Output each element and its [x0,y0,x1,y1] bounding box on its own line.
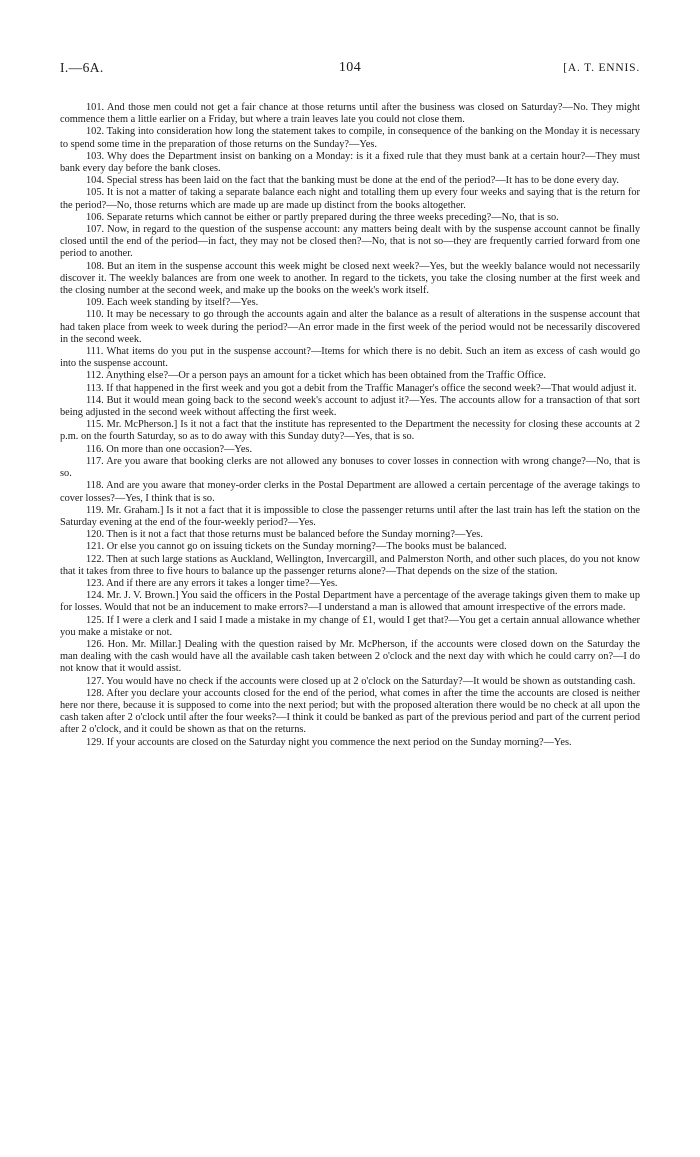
testimony-paragraph: 123. And if there are any errors it takes a longer time?—Yes. [86,577,338,589]
witness-name: [A. T. ENNIS. [563,62,640,74]
testimony-paragraph: 117. Are you aware that booking clerks are not allowed any bonuses to cover losses in connection with wrong change?—No, that is so. [60,455,640,480]
testimony-paragraph: 103. Why does the Department insist on banking on a Monday: is it a fixed rule that they must bank at a certain hour?—They must bank every day before the bank closes. [60,150,640,175]
testimony-paragraph: 108. But an item in the suspense account this week might be closed next week?—Yes, but the weekly balance would not necessarily discover it. The weekly balances are from one week to another. In regard to the tickets, you take the closing number at the first week and the closing number at the second week, and make up the books on the week's work itself. [60,260,640,297]
testimony-paragraph: 114. But it would mean going back to the second week's account to adjust it?—Yes. The accounts allow for a transaction of that sort being adjusted in the second week without affecting the first week. [60,394,640,419]
page-header [60,62,640,80]
testimony-paragraph: 106. Separate returns which cannot be either or partly prepared during the three weeks preceding?—No, that is so. [86,211,559,223]
testimony-body [60,102,640,749]
testimony-paragraph: 104. Special stress has been laid on the fact that the banking must be done at the end of the period?—It has to be done every day. [86,175,620,187]
testimony-paragraph: 122. Then at such large stations as Auckland, Wellington, Invercargill, and Palmerston North, and other such places, do you not know that it takes from three to five hours to balance up the passenger returns alone?—That depends on the size of the station. [60,553,640,577]
testimony-paragraph: 107. Now, in regard to the question of the suspense account: any matters being dealt with by the suspense account cannot be finally closed until the end of the period—in fact, they may not be closed then?—No, that is not so—they are frequently carried forward from one period to another. [60,224,640,260]
testimony-paragraph: 127. You would have no check if the accounts were closed up at 2 o'clock on the Saturday?—It would be shown as outstanding cash. [86,675,636,687]
testimony-paragraph: 101. And those men could not get a fair chance at those returns until after the business was closed on Saturday?—No. They might commence them a little earlier on a Friday, but where a train leaves late you could not close them. [60,102,640,126]
testimony-paragraph: 105. It is not a matter of taking a separate balance each night and totalling them up every four weeks and saying that is the return for the period?—No, those returns which are made up are made up distinct from the books altogether. [60,187,640,211]
testimony-paragraph: 120. Then is it not a fact that those returns must be balanced before the Sunday morning?—Yes. [86,529,483,541]
testimony-paragraph: 112. Anything else?—Or a person pays an amount for a ticket which has been obtained from the Traffic Office. [86,370,546,382]
testimony-paragraph: 129. If your accounts are closed on the Saturday night you commence the next period on the Sunday morning?—Yes. [86,736,572,748]
document-page [60,62,640,749]
testimony-paragraph: 109. Each week standing by itself?—Yes. [86,297,259,309]
testimony-paragraph: 111. What items do you put in the suspense account?—Items for which there is no debit. Such an item as excess of cash would go into the suspense account. [60,346,640,370]
testimony-paragraph: 115. Mr. McPherson.] Is it not a fact that the institute has represented to the Department the necessity for closing these accounts at 2 p.m. on the fourth Saturday, so as to do away with this Sunday duty?—Yes, that is so. [60,419,640,443]
testimony-paragraph: 110. It may be necessary to go through the accounts again and alter the balance as a result of alterations in the suspense account that had taken place from week to week during the period?—An error made in the first week of the period would not be necessarily discovered in the second week. [60,309,640,345]
testimony-paragraph: 125. If I were a clerk and I said I made a mistake in my change of £1, would I get that?—You get a certain annual allowance whether you make a mistake or not. [60,614,640,638]
testimony-paragraph: 113. If that happened in the first week and you got a debit from the Traffic Manager's office the second week?—That would adjust it. [86,382,637,394]
testimony-paragraph: 116. On more than one occasion?—Yes. [86,443,253,455]
page-number: 104 [338,60,362,75]
testimony-paragraph: 126. Hon. Mr. Millar.] Dealing with the question raised by Mr. McPherson, if the accounts were closed down on the Saturday the man dealing with the cash would have all the available cash taken between 2 o'clock and the next day with which he could carry on?—I do not know that it would assist. [60,638,640,675]
testimony-paragraph: 128. After you declare your accounts closed for the end of the period, what comes in after the time the accounts are closed is neither here nor there, because it is supposed to come into the next period; but with the proposed alteration there would be no check at all upon the cash taken after 2 o'clock until after the four weeks?—I think it could be banked as part of the previous period and part of the current period after 2 o'clock, and it could be shown as that on the returns. [60,687,640,736]
testimony-paragraph: 124. Mr. J. V. Brown.] You said the officers in the Postal Department have a percentage of the average takings given them to make up for losses. Would that not be an inducement to make errors?—I understand a man is allowed that amount irrespective of the errors made. [60,590,640,614]
document-reference: I.—6A. [60,60,104,75]
testimony-paragraph: 119. Mr. Graham.] Is it not a fact that it is impossible to close the passenger returns until after the last train has left the station on the Saturday evening at the end of the four-weekly period?—Yes. [60,504,640,528]
testimony-paragraph: 102. Taking into consideration how long the statement takes to compile, in consequence of the banking on the Monday it is necessary to spend some time in the preparation of those returns on the Sunday?—Yes. [60,126,640,150]
testimony-paragraph: 121. Or else you cannot go on issuing tickets on the Sunday morning?—The books must be balanced. [86,541,507,553]
testimony-paragraph: 118. And are you aware that money-order clerks in the Postal Department are allowed a certain percentage of the average takings to cover losses?—Yes, I think that is so. [60,480,640,504]
